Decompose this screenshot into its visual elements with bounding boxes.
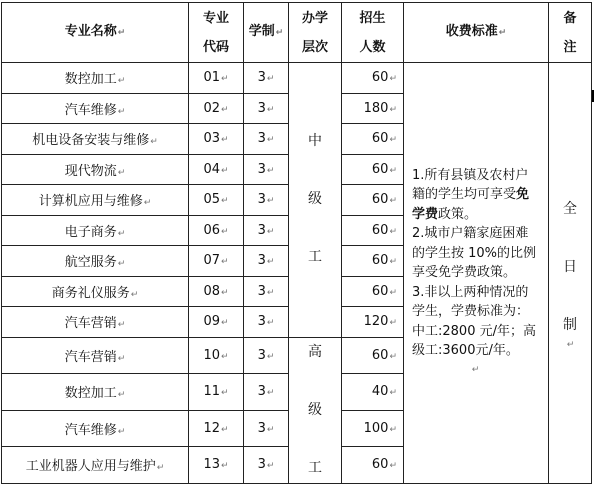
header-enroll: 招生 人数: [342, 3, 404, 63]
header-name: 专业名称↵: [2, 3, 189, 63]
enroll-count: 60↵: [342, 447, 404, 484]
enroll-count: 60↵: [342, 154, 404, 185]
major-name: 机电设备安装与维修↵: [2, 124, 189, 155]
major-code: 02↵: [189, 93, 244, 124]
major-duration: 3↵: [244, 337, 289, 374]
note-full-time: 全 日 制 ↵: [549, 63, 592, 484]
major-duration: 3↵: [244, 124, 289, 155]
major-name: 汽车营销↵: [2, 337, 189, 374]
enroll-count: 60↵: [342, 276, 404, 307]
fee-standard: 1.所有县镇及农村户籍的学生均可享受免学费政策。 2.城市户籍家庭困难的学生按 10%的比例享受免学费政策。 3.非以上两种情况的学生，学费标准为：中工:2800 元/年；高级工:3600元/年。 ↵: [404, 63, 549, 484]
major-duration: 3↵: [244, 447, 289, 484]
major-duration: 3↵: [244, 154, 289, 185]
fee-item-1: 1.所有县镇及农村户籍的学生均可享受免学费政策。: [412, 167, 530, 222]
major-code: 11↵: [189, 374, 244, 411]
enroll-count: 60↵: [342, 215, 404, 246]
header-code: 专业 代码: [189, 3, 244, 63]
major-code: 10↵: [189, 337, 244, 374]
enroll-count: 60↵: [342, 185, 404, 216]
major-code: 04↵: [189, 154, 244, 185]
enroll-count: 100↵: [342, 410, 404, 447]
major-duration: 3↵: [244, 93, 289, 124]
major-code: 13↵: [189, 447, 244, 484]
major-name: 航空服务↵: [2, 246, 189, 277]
major-code: 07↵: [189, 246, 244, 277]
header-row: [2, 3, 592, 63]
enroll-count: 60↵: [342, 63, 404, 94]
fee-item-3: 3.非以上两种情况的学生，学费标准为：中工:2800 元/年；高级工:3600元/年。: [412, 284, 536, 358]
major-duration: 3↵: [244, 374, 289, 411]
fee-item-2: 2.城市户籍家庭困难的学生按 10%的比例享受免学费政策。: [412, 226, 537, 280]
major-code: 08↵: [189, 276, 244, 307]
major-code: 01↵: [189, 63, 244, 94]
major-duration: 3↵: [244, 307, 289, 338]
major-code: 09↵: [189, 307, 244, 338]
major-duration: 3↵: [244, 410, 289, 447]
major-duration: 3↵: [244, 215, 289, 246]
major-name: 汽车营销↵: [2, 307, 189, 338]
header-duration: 学制↵: [244, 3, 289, 63]
margin-marker: [592, 90, 600, 102]
major-name: 工业机器人应用与维护↵: [2, 447, 189, 484]
major-name: 数控加工↵: [2, 63, 189, 94]
level-mid: 中 级 工: [289, 63, 342, 338]
enroll-count: 120↵: [342, 307, 404, 338]
major-code: 05↵: [189, 185, 244, 216]
enroll-count: 60↵: [342, 246, 404, 277]
enroll-count: 40↵: [342, 374, 404, 411]
major-duration: 3↵: [244, 276, 289, 307]
major-duration: 3↵: [244, 246, 289, 277]
enroll-count: 60↵: [342, 124, 404, 155]
major-name: 数控加工↵: [2, 374, 189, 411]
major-code: 12↵: [189, 410, 244, 447]
header-fee: 收费标准↵: [404, 3, 549, 63]
table-row: [2, 63, 592, 94]
major-code: 03↵: [189, 124, 244, 155]
level-high: 高 级 工: [289, 337, 342, 483]
major-code: 06↵: [189, 215, 244, 246]
enroll-count: 180↵: [342, 93, 404, 124]
enroll-count: 60↵: [342, 337, 404, 374]
major-duration: 3↵: [244, 63, 289, 94]
major-name: 现代物流↵: [2, 154, 189, 185]
major-name: 汽车维修↵: [2, 93, 189, 124]
major-name: 电子商务↵: [2, 215, 189, 246]
header-level: 办学 层次: [289, 3, 342, 63]
major-name: 汽车维修↵: [2, 410, 189, 447]
major-name: 商务礼仪服务↵: [2, 276, 189, 307]
header-note: 备 注: [549, 3, 592, 63]
enrollment-table: [1, 2, 592, 484]
major-duration: 3↵: [244, 185, 289, 216]
major-name: 计算机应用与维修↵: [2, 185, 189, 216]
